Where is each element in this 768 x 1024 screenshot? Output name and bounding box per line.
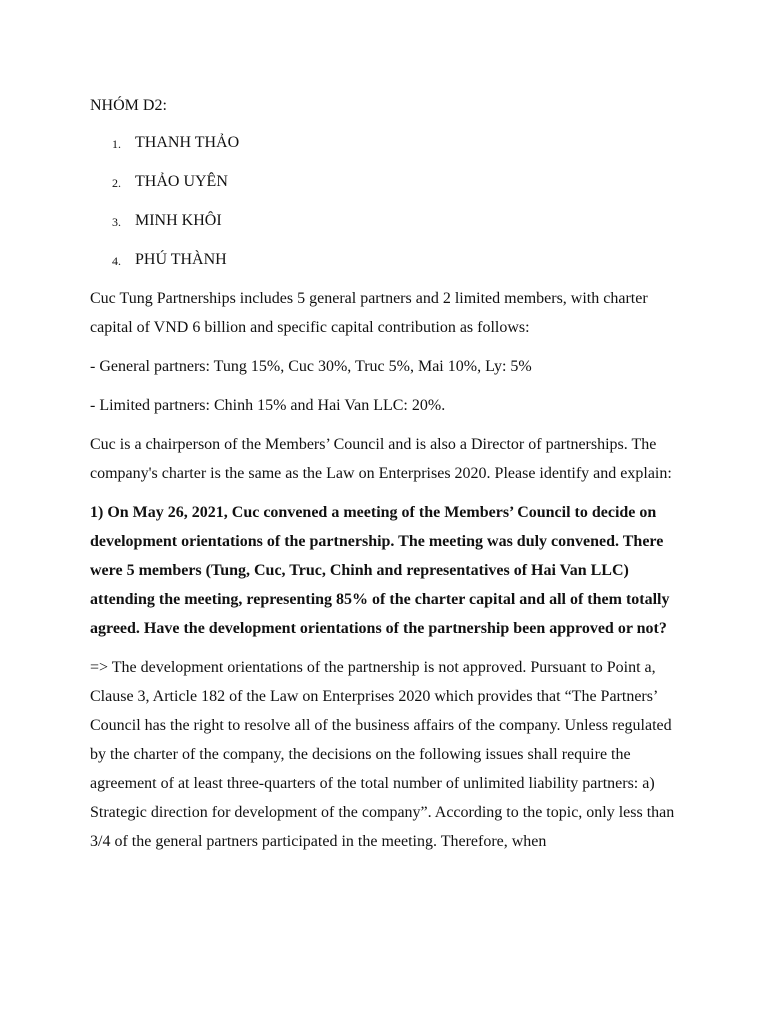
context-paragraph: Cuc is a chairperson of the Members’ Council and is also a Director of partnerships. The company's charter is the same as the Law on Enterprises 2020. Please identify and explain: xyxy=(90,436,672,482)
member-number: 4. xyxy=(112,254,121,268)
member-list-item xyxy=(90,167,680,196)
member-number: 3. xyxy=(112,215,121,229)
member-name: MINH KHÔI xyxy=(135,212,222,229)
intro-paragraph: Cuc Tung Partnerships includes 5 general partners and 2 limited members, with charter capital of VND 6 billion and specific capital contribution as follows: xyxy=(90,290,648,336)
document-page xyxy=(90,91,680,866)
member-name: THẢO UYÊN xyxy=(135,173,228,190)
question-1: 1) On May 26, 2021, Cuc convened a meeting of the Members’ Council to decide on development orientations of the partnership. The meeting was duly convened. There were 5 members (Tung, Cuc, Truc, Chinh and representatives of Hai Van LLC) attending the meeting, representing 85% of the charter capital and all of them totally agreed. Have the development orientations of the partnership been approved or not? xyxy=(90,504,670,637)
answer-1: => The development orientations of the partnership is not approved. Pursuant to Point a, Clause 3, Article 182 of the Law on Enterprises 2020 which provides that “The Partners’ Council has the right to resolve all of the business affairs of the company. Unless regulated by the charter of the company, the decisions on the following issues shall require the agreement of at least three-quarters of the total number of unlimited liability partners: a) Strategic direction for development of the company”. According to the topic, only less than 3/4 of the general partners participated in the meeting. Therefore, when xyxy=(90,659,675,850)
group-heading: NHÓM D2: xyxy=(90,97,167,114)
general-partners-line: - General partners: Tung 15%, Cuc 30%, Truc 5%, Mai 10%, Ly: 5% xyxy=(90,358,532,375)
member-list-item xyxy=(90,245,680,274)
member-number: 2. xyxy=(112,176,121,190)
limited-partners-line: - Limited partners: Chinh 15% and Hai Van LLC: 20%. xyxy=(90,397,446,414)
member-name: THANH THẢO xyxy=(135,134,240,151)
member-list-item xyxy=(90,128,680,157)
member-list xyxy=(90,128,680,274)
member-name: PHÚ THÀNH xyxy=(135,251,227,268)
member-list-item xyxy=(90,206,680,235)
member-number: 1. xyxy=(112,137,121,151)
